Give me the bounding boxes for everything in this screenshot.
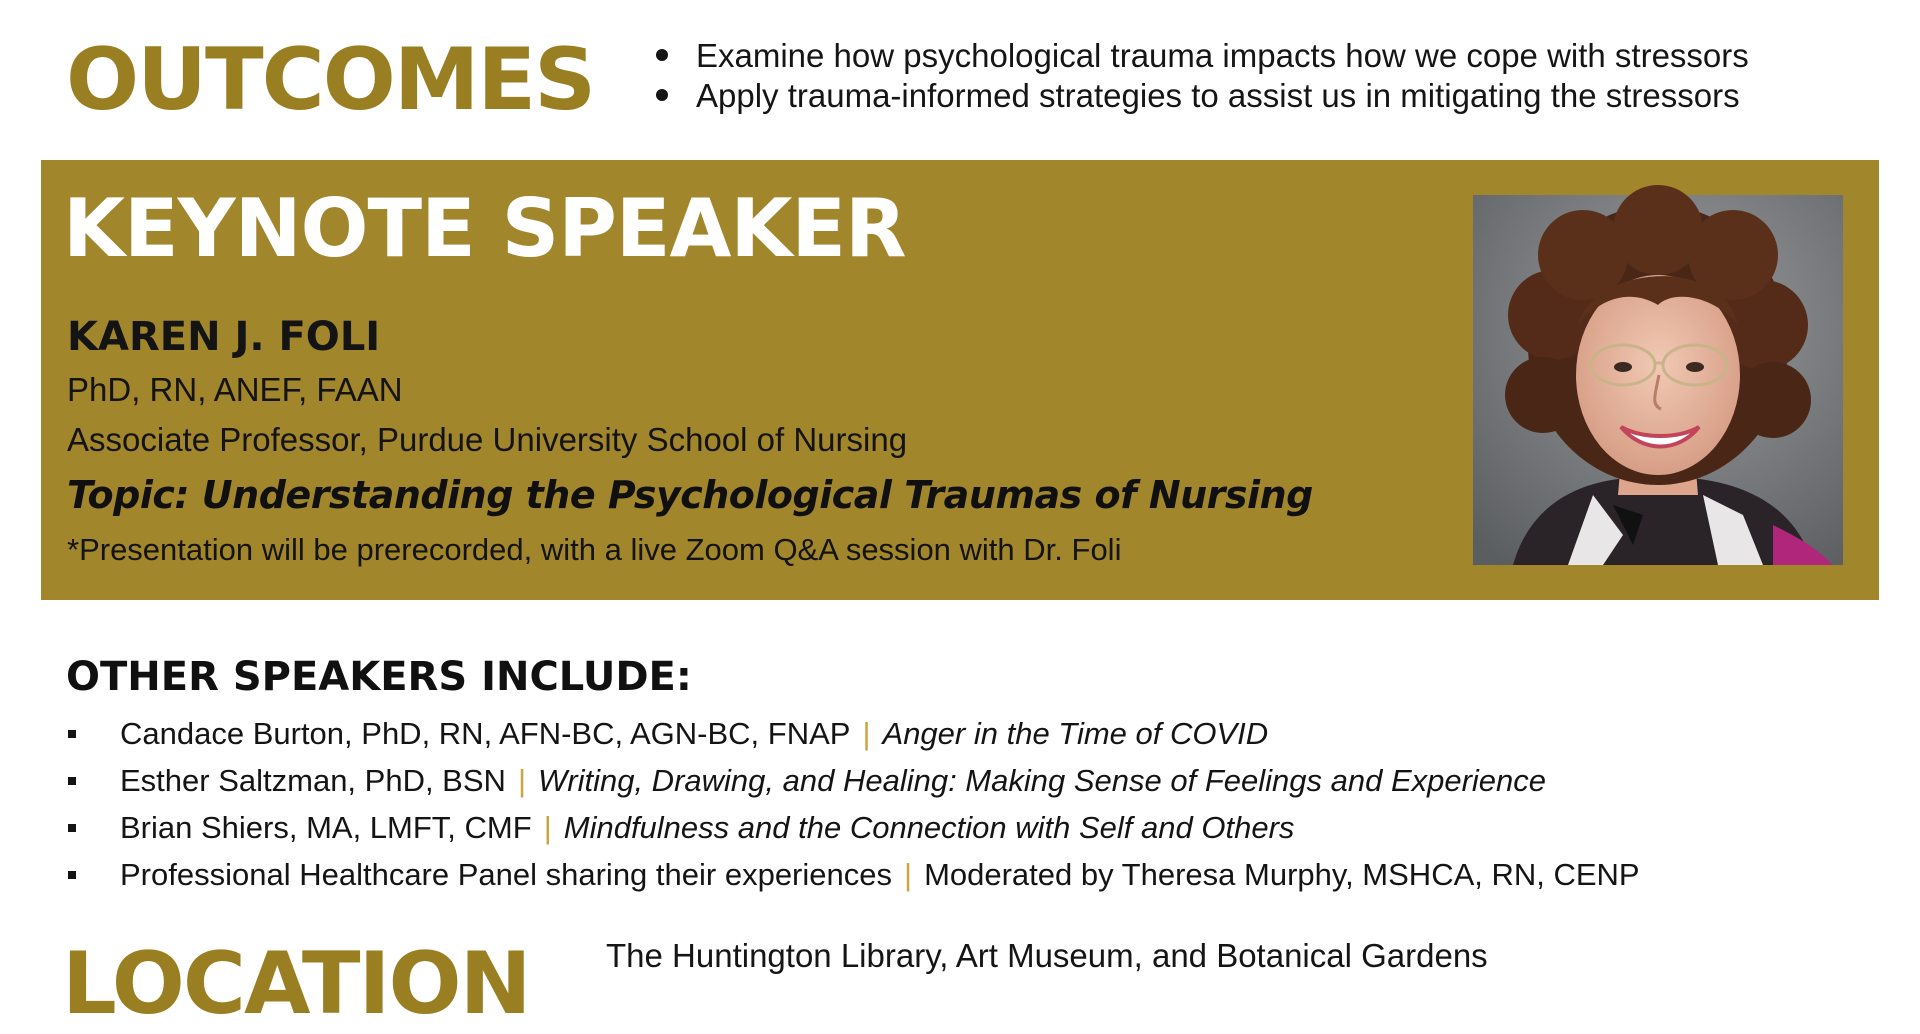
bullet-icon [68, 824, 76, 832]
keynote-speaker-role: Associate Professor, Purdue University School of Nursing [67, 421, 908, 458]
other-speakers-heading: OTHER SPEAKERS INCLUDE: [66, 654, 692, 700]
keynote-heading: KEYNOTE SPEAKER [63, 182, 906, 275]
bullet-icon [68, 730, 76, 738]
keynote-note: *Presentation will be prerecorded, with a live Zoom Q&A session with Dr. Foli [67, 532, 1122, 567]
other-speakers-section [66, 652, 1886, 898]
outcome-item: Examine how psychological trauma impacts how we cope with stressors [656, 36, 1749, 76]
portrait-image [1473, 195, 1843, 565]
speaker-list-item: Brian Shiers, MA, LMFT, CMF | Mindfulness and the Connection with Self and Others [66, 804, 1886, 851]
outcome-item: Apply trauma-informed strategies to assist us in mitigating the stressors [656, 76, 1749, 116]
location-heading: LOCATION [62, 934, 530, 1034]
other-speakers-list [66, 710, 1886, 898]
outcomes-heading: OUTCOMES [66, 30, 595, 130]
outcomes-list [656, 36, 1749, 116]
speaker-list-item: Professional Healthcare Panel sharing their experiences | Moderated by Theresa Murphy, MSHCA, RN, CENP [66, 851, 1886, 898]
bullet-icon [68, 777, 76, 785]
bullet-icon [656, 89, 668, 101]
outcomes-section [66, 28, 1886, 128]
keynote-topic: Topic: Understanding the Psychological Traumas of Nursing [67, 473, 1313, 517]
location-venue: The Huntington Library, Art Museum, and Botanical Gardens [606, 937, 1488, 974]
speaker-list-item: Esther Saltzman, PhD, BSN | Writing, Drawing, and Healing: Making Sense of Feelings and Experience [66, 757, 1886, 804]
keynote-panel [41, 160, 1879, 600]
bullet-icon [656, 49, 668, 61]
speaker-portrait [1473, 195, 1843, 565]
keynote-speaker-credentials: PhD, RN, ANEF, FAAN [67, 371, 403, 408]
keynote-speaker-name: KAREN J. FOLI [67, 314, 381, 360]
bullet-icon [68, 871, 76, 879]
speaker-list-item: Candace Burton, PhD, RN, AFN-BC, AGN-BC, FNAP | Anger in the Time of COVID [66, 710, 1886, 757]
